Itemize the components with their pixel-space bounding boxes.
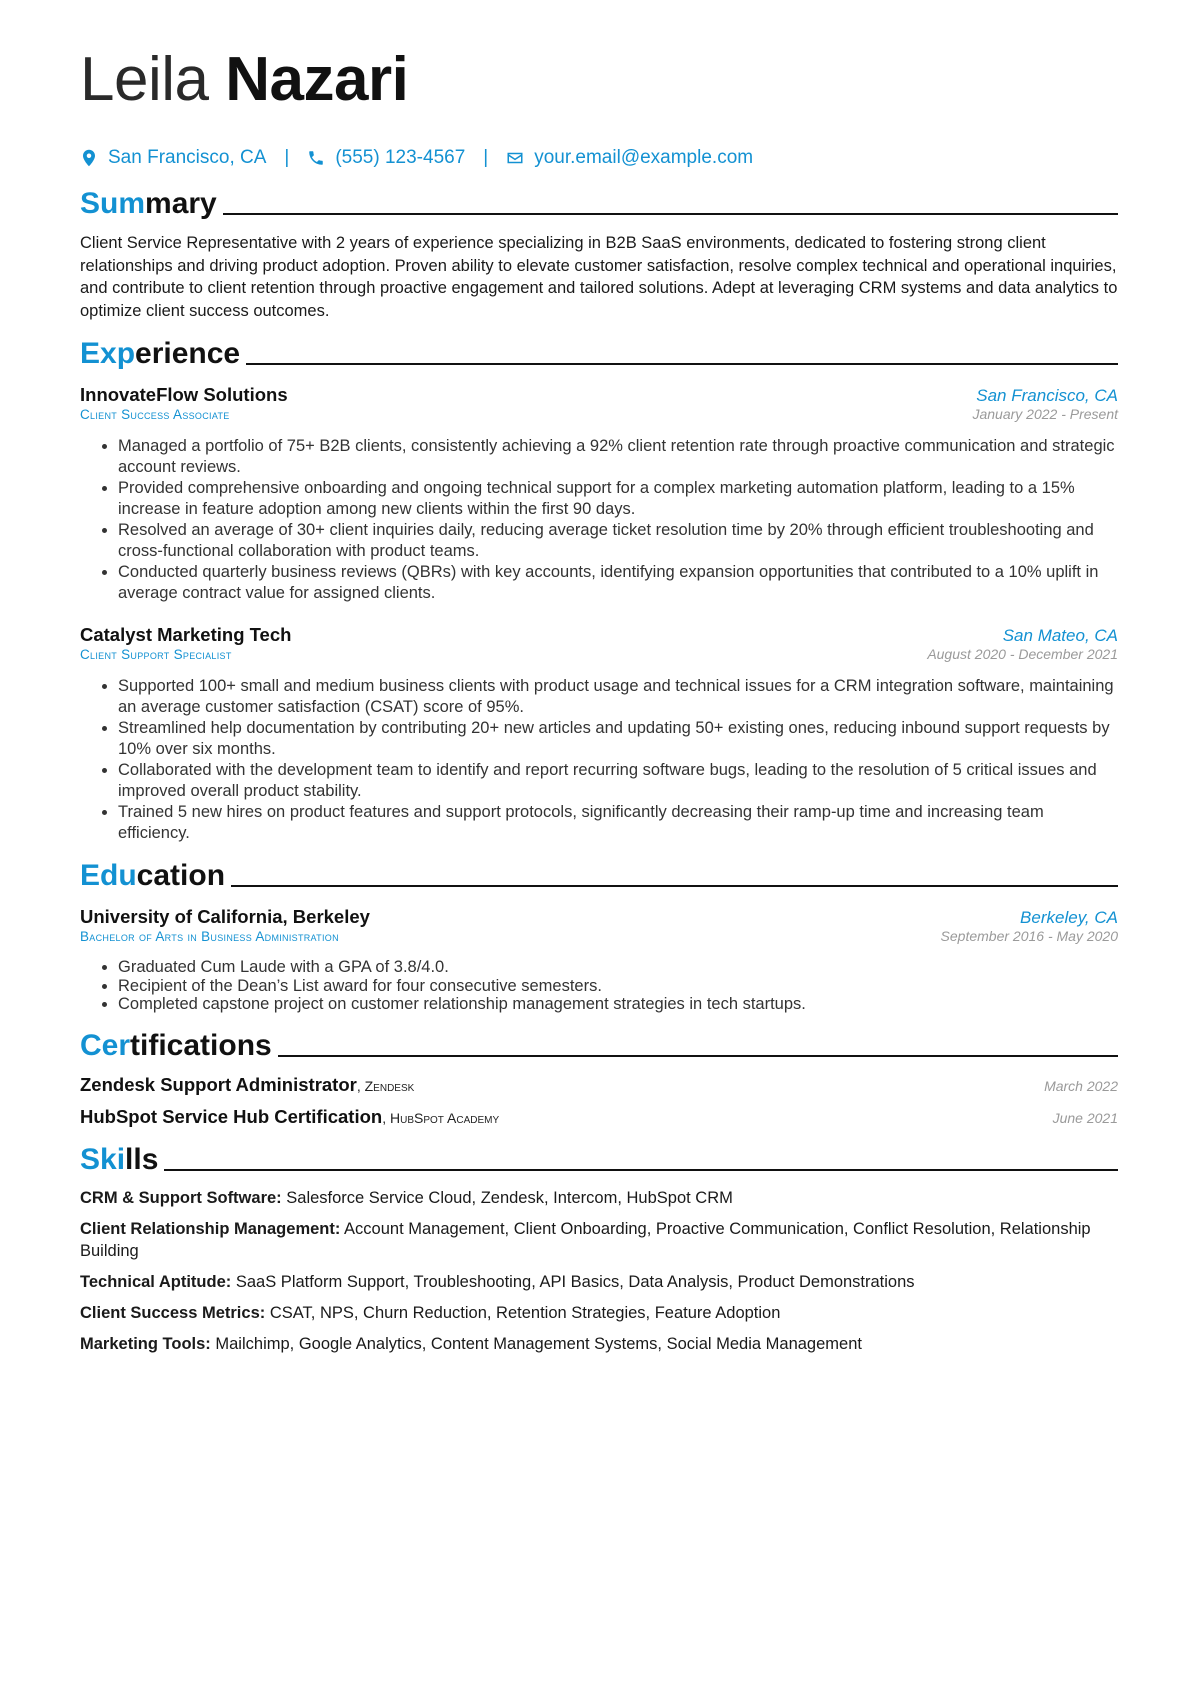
phone-icon [307, 149, 325, 167]
experience-entry [80, 384, 1118, 604]
envelope-icon [506, 149, 524, 167]
skill-label: Client Relationship Management: [80, 1219, 341, 1238]
skill-value: Account Management, Client Onboarding, Proactive Communication, Conflict Resolution, Relationship Building [80, 1219, 1091, 1260]
entry-bullets [80, 676, 1118, 844]
skill-value: CSAT, NPS, Churn Reduction, Retention Strategies, Feature Adoption [269, 1303, 781, 1322]
section-divider [164, 1169, 1118, 1171]
list-item: • Supported 100+ small and medium business clients with product usage and technical issues for a CRM integration software, maintaining an average customer satisfaction (CSAT) score of 95%. [118, 676, 1118, 718]
entry-organization: InnovateFlow Solutions [80, 384, 288, 405]
certification-title: Zendesk Support Administrator [80, 1073, 357, 1095]
entry-dates: August 2020 - December 2021 [927, 646, 1118, 662]
entry-bullets [80, 958, 1118, 1014]
certification-issuer: HubSpot Academy [390, 1109, 500, 1126]
entry-organization: Catalyst Marketing Tech [80, 624, 292, 645]
last-name: Nazari [225, 45, 409, 114]
list-item: • Provided comprehensive onboarding and ongoing technical support for a complex marketing automation platform, leading to a 15% increase in feature adoption among new clients within the first 90 days. [118, 478, 1118, 520]
section-title: Skills [80, 1142, 159, 1176]
section-divider [246, 363, 1118, 365]
email-link[interactable]: your.email@example.com [534, 147, 754, 168]
list-item: • Graduated Cum Laude with a GPA of 3.8/4.0. [118, 958, 1118, 977]
list-item: • Resolved an average of 30+ client inquiries daily, reducing average ticket resolution time by 20% through efficient troubleshooting and cross-functional collaboration with product teams. [118, 520, 1118, 562]
list-item: • Completed capstone project on customer relationship management strategies in tech startups. [118, 995, 1118, 1014]
contact-location [80, 147, 266, 169]
contact-bar [80, 144, 1118, 172]
entry-dates: September 2016 - May 2020 [940, 928, 1118, 944]
entry-organization: University of California, Berkeley [80, 906, 370, 927]
section-divider [278, 1055, 1118, 1057]
entry-location: San Francisco, CA [976, 386, 1118, 405]
skill-row [80, 1271, 1118, 1293]
certifications-heading [80, 1026, 1118, 1064]
education-entry [80, 906, 1118, 1014]
contact-email[interactable] [506, 147, 753, 169]
skill-label: Client Success Metrics: [80, 1303, 266, 1322]
summary-heading [80, 184, 1118, 222]
list-item: • Collaborated with the development team to identify and report recurring software bugs, leading to the resolution of 5 critical issues and improved overall product stability. [118, 760, 1118, 802]
skill-row [80, 1187, 1118, 1209]
list-item: • Trained 5 new hires on product features and support protocols, significantly decreasing their ramp-up time and increasing team efficiency. [118, 802, 1118, 844]
list-item: • Recipient of the Dean’s List award for four consecutive semesters. [118, 977, 1118, 996]
certification-title: HubSpot Service Hub Certification [80, 1105, 383, 1127]
entry-dates: January 2022 - Present [972, 406, 1118, 422]
skill-value: Salesforce Service Cloud, Zendesk, Intercom, HubSpot CRM [286, 1188, 733, 1207]
skill-row [80, 1302, 1118, 1324]
first-name: Leila [80, 45, 209, 114]
skill-row [80, 1333, 1118, 1355]
map-marker-icon [80, 149, 98, 167]
entry-location: San Mateo, CA [1002, 626, 1118, 645]
entry-role: Client Success Associate [80, 407, 230, 422]
skill-row [80, 1218, 1118, 1262]
phone-text: (555) 123-4567 [335, 147, 466, 168]
entry-role: Bachelor of Arts in Business Administration [80, 929, 339, 944]
skill-value: Mailchimp, Google Analytics, Content Management Systems, Social Media Management [215, 1334, 862, 1353]
section-title: Summary [80, 187, 217, 220]
section-title: Education [80, 859, 226, 892]
certification-item: HubSpot Service Hub Certification, HubSpot Academy June 2021 [80, 1105, 1118, 1127]
skill-label: Marketing Tools: [80, 1334, 211, 1353]
certification-issuer: Zendesk [364, 1077, 415, 1094]
entry-role: Client Support Specialist [80, 647, 232, 662]
education-heading [80, 856, 1118, 894]
skill-label: CRM & Support Software: [80, 1188, 282, 1207]
section-divider [231, 885, 1118, 887]
contact-phone[interactable] [307, 147, 465, 169]
section-title: Certifications [80, 1028, 272, 1062]
skill-value: SaaS Platform Support, Troubleshooting, API Basics, Data Analysis, Product Demonstrations [235, 1272, 915, 1291]
candidate-name [80, 40, 1118, 120]
certification-date: June 2021 [1052, 1109, 1118, 1126]
summary-text: Client Service Representative with 2 years of experience specializing in B2B SaaS environments, dedicated to fostering strong client relationships and driving product adoption. Proven ability to elevate customer satisfaction, resolve complex technical and operational inquiries, and contribute to client retention through proactive engagement and tailored solutions. Adept at leveraging CRM systems and data analytics to optimize client success outcomes. [80, 234, 1118, 320]
certification-date: March 2022 [1044, 1077, 1118, 1094]
section-divider [223, 213, 1118, 215]
certification-item: Zendesk Support Administrator, Zendesk March 2022 [80, 1073, 1118, 1095]
skills-heading [80, 1140, 1118, 1178]
contact-separator: | [284, 147, 290, 168]
location-text: San Francisco, CA [108, 147, 267, 168]
contact-separator: | [483, 147, 489, 168]
entry-bullets [80, 436, 1118, 604]
experience-entry [80, 624, 1118, 844]
entry-location: Berkeley, CA [1020, 908, 1118, 927]
list-item: • Streamlined help documentation by contributing 20+ new articles and updating 50+ existing ones, reducing inbound support requests by 10% over six months. [118, 718, 1118, 760]
section-title: Experience [80, 337, 241, 370]
list-item: • Conducted quarterly business reviews (QBRs) with key accounts, identifying expansion opportunities that contributed to a 10% uplift in average contract value for assigned clients. [118, 562, 1118, 604]
list-item: • Managed a portfolio of 75+ B2B clients, consistently achieving a 92% client retention rate through proactive communication and strategic account reviews. [118, 436, 1118, 478]
skill-label: Technical Aptitude: [80, 1272, 232, 1291]
experience-heading [80, 334, 1118, 372]
